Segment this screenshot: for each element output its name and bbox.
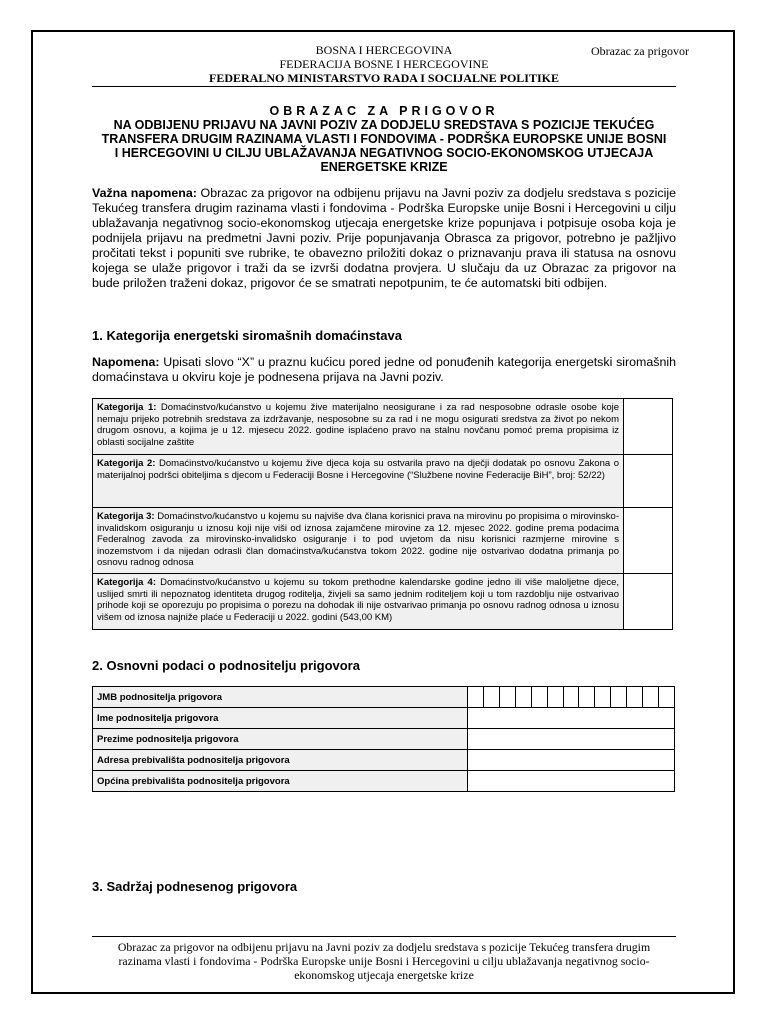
table-row <box>93 708 675 729</box>
applicant-data-table <box>92 686 675 792</box>
jmb-input[interactable] <box>468 687 675 708</box>
table-row <box>93 771 675 792</box>
last-name-field[interactable] <box>468 729 675 750</box>
category-1-label: Kategorija 1: <box>97 402 157 413</box>
category-row <box>93 508 673 574</box>
category-4-text <box>93 574 624 630</box>
category-1-checkbox[interactable] <box>624 399 673 455</box>
category-4-description: Domaćinstvo/kućanstvo u kojemu su tokom prethodne kalendarske godine jedno ili više maloljetne djece, uslijed smrti ili nepoznatog identiteta drugog roditelja, živjeli sa samo jednim roditeljem koji u tom razdoblju nije ostvarivao prihode koji se oporezuju po propisima o porezu na dohodak ili nije ostvarivao primanja po osnovu radnog odnosa u iznosu višem od iznosa najniže plaće u Federaciji u 2022. godini (543,00 KM) <box>97 577 619 623</box>
form-subtitle-line1: NA ODBIJENU PRIJAVU NA JAVNI POZIV ZA DODJELU SREDSTAVA S POZICIJE TEKUĆEG <box>113 118 655 132</box>
category-1-text <box>93 399 624 455</box>
category-4-checkbox[interactable] <box>624 574 673 630</box>
category-2-text <box>93 455 624 508</box>
important-note-label: Važna napomena: <box>92 186 197 200</box>
category-2-label: Kategorija 2: <box>97 458 156 469</box>
first-name-label: Ime podnositelja prigovora <box>93 708 468 729</box>
address-label: Adresa prebivališta podnositelja prigovora <box>93 750 468 771</box>
form-subtitle-line3: I HERCEGOVINI U CILJU UBLAŽAVANJA NEGATIVNOG SOCIO-EKONOMSKOG UTJECAJA <box>114 146 654 160</box>
header-divider <box>92 86 676 87</box>
section1-note <box>92 355 676 385</box>
jmb-label: JMB podnositelja prigovora <box>93 687 468 708</box>
footer-line2: razinama vlasti i fondovima - Podrška Europske unije Bosni i Hercegovini u cilju ublažavanja negativnog socio- <box>118 954 650 968</box>
category-2-description: Domaćinstvo/kućanstvo u kojemu žive djeca koja su ostvarila pravo na dječji dodatak po osnovu Zakona o materijalnoj podršci obiteljima s djecom u Federaciji Bosne i Hercegovine (“Službene novine Federacije BiH”, broj: 52/22) <box>97 458 620 481</box>
footer <box>88 940 680 982</box>
footer-divider <box>92 936 676 937</box>
category-3-description: Domaćinstvo/kućanstvo u kojemu su najviše dva člana korisnici prava na mirovinu po propisima o mirovinsko-invalidskom osiguranju u iznosu koji nije viši od iznosa zajamčene mirovine za 12. mjesec 2022. godine prema podacima Federalnog zavoda za mirovinsko-invalidsko osiguranje i to pod uvjetom da nisu korisnici razmjerne mirovine s inozemstvom i da nijedan odrasli član domaćinstva/kućanstva tokom 2022. godine nije ostvarivao dodatna primanja po osnovu radnog odnosa <box>97 511 620 568</box>
footer-line3: ekonomskog utjecaja energetske krize <box>294 968 474 982</box>
form-subtitle-line4: ENERGETSKE KRIZE <box>320 160 448 174</box>
table-row <box>93 729 675 750</box>
category-row <box>93 455 673 508</box>
category-2-checkbox[interactable] <box>624 455 673 508</box>
form-subtitle-line2: TRANSFERA DRUGIM RAZINAMA VLASTI I FONDOVIMA - PODRŠKA EUROPSKE UNIJE BOSNI <box>101 132 667 146</box>
category-table <box>92 398 673 630</box>
section3-heading: 3. Sadržaj podnesenog prigovora <box>92 879 298 894</box>
category-4-label: Kategorija 4: <box>97 577 156 588</box>
table-row <box>93 750 675 771</box>
category-3-text <box>93 508 624 574</box>
category-row <box>93 399 673 455</box>
category-row <box>93 574 673 630</box>
category-3-checkbox[interactable] <box>624 508 673 574</box>
footer-line1: Obrazac za prigovor na odbijenu prijavu na Javni poziv za dodjelu sredstava s pozicije Tekućeg transfera drugim <box>117 940 651 954</box>
section1-note-text: Upisati slovo “X” u praznu kućicu pored jedne od ponuđenih kategorija energetski siromašnih domaćinstava u okviru koje je podnesena prijava na Javni poziv. <box>92 355 676 384</box>
category-3-label: Kategorija 3: <box>97 511 155 522</box>
section1-heading: 1. Kategorija energetski siromašnih domaćinstava <box>92 328 402 343</box>
last-name-label: Prezime podnositelja prigovora <box>93 729 468 750</box>
form-label: Obrazac za prigovor <box>591 44 689 58</box>
section1-note-label: Napomena: <box>92 355 160 369</box>
municipality-label: Općina prebivališta podnositelja prigovora <box>93 771 468 792</box>
address-field[interactable] <box>468 750 675 771</box>
header-ministry: FEDERALNO MINISTARSTVO RADA I SOCIJALNE POLITIKE <box>209 71 559 85</box>
municipality-field[interactable] <box>468 771 675 792</box>
category-1-description: Domaćinstvo/kućanstvo u kojemu žive materijalno neosigurane i za rad nesposobne odrasle osobe koje nemaju prijeko potrebnih sredstava za izdržavanje, nesposobne su za rad i ne mogu osigurati sredstva za život po nekom drugom osnovu, a kojima je u 12. mjesecu 2022. godine isplaćeno pravo na stalnu novčanu pomoć prema propisima iz oblasti socijalne zaštite <box>97 402 619 448</box>
section2-heading: 2. Osnovni podaci o podnositelju prigovora <box>92 658 360 673</box>
first-name-field[interactable] <box>468 708 675 729</box>
important-note <box>92 186 676 291</box>
table-row <box>93 687 675 708</box>
header-federation: FEDERACIJA BOSNE I HERCEGOVINE <box>279 57 489 71</box>
header-country: BOSNA I HERCEGOVINA <box>315 43 453 57</box>
form-title: OBRAZAC ZA PRIGOVOR <box>269 104 499 118</box>
important-note-text: Obrazac za prigovor na odbijenu prijavu na Javni poziv za dodjelu sredstava s pozicije Tekućeg transfera drugim razinama vlasti i fondovima - Podrška Europske unije Bosni i Hercegovini u cilju ublažavanja negativnog socio-ekonomskog utjecaja energetske krize popunjava i potpisuje osoba koja je podnijela prijavu na predmetni Javni poziv. Prije popunjavanja Obrasca za prigovor, potrebno je pažljivo pročitati tekst i popuniti sve rubrike, te obavezno priložiti dokaz o priznavanju prava ili statusa na osnovu kojega se ulaže prigovor i traži da se izvrši dodatna provjera. U slučaju da uz Obrazac za prigovor na bude priložen traženi dokaz, prigovor će se smatrati nepotpunim, te će automatski biti odbijen. <box>92 186 676 290</box>
jmb-digit-boxes[interactable] <box>468 687 674 707</box>
